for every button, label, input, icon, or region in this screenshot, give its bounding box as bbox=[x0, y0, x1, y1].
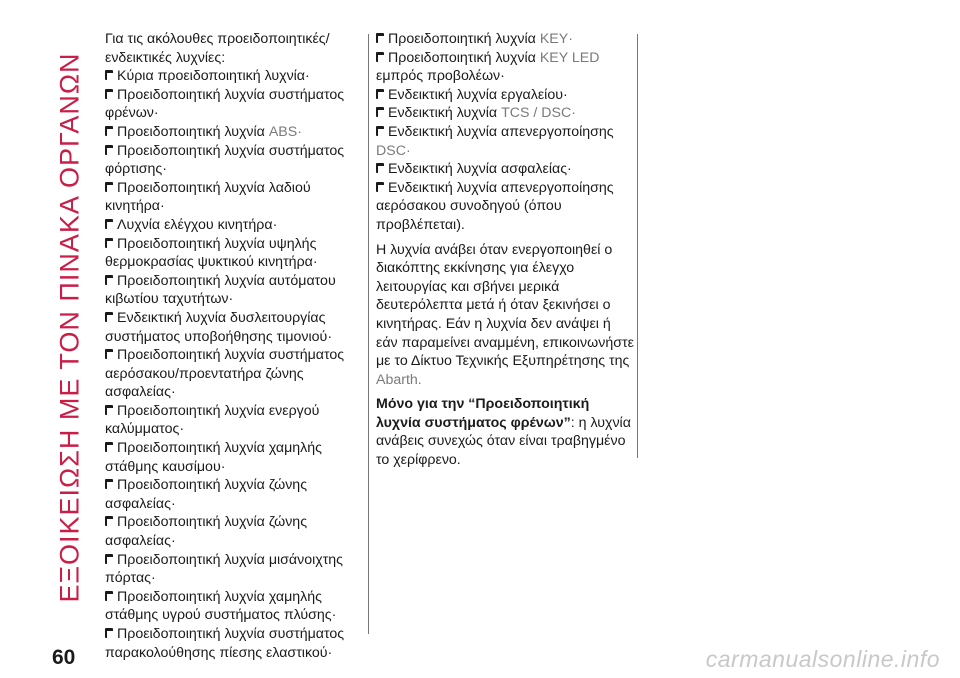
column-divider-1 bbox=[368, 34, 369, 634]
list-item: Προειδοποιητική λυχνία συστήματος παρακολούθησης πίεσης ελαστικού· bbox=[105, 626, 345, 661]
square-bullet-icon bbox=[105, 238, 113, 248]
list-item: Κύρια προειδοποιητική λυχνία· bbox=[105, 67, 365, 86]
square-bullet-icon bbox=[105, 554, 113, 564]
square-bullet-icon bbox=[105, 182, 113, 192]
square-bullet-icon bbox=[376, 182, 384, 192]
side-section-title-text: ΕΞΟΙΚΕΙΩΣΗ ΜΕ ΤΟΝ ΠΙΝΑΚΑ ΟΡΓΑΝΩΝ bbox=[54, 51, 85, 603]
list-item: Λυχνία ελέγχου κινητήρα· bbox=[105, 216, 365, 235]
list-item: Προειδοποιητική λυχνία ABS· bbox=[105, 123, 365, 142]
square-bullet-icon bbox=[105, 145, 113, 155]
list-item: Προειδοποιητική λυχνία υψηλής θερμοκρασίας ψυκτικού κινητήρα· bbox=[105, 235, 318, 271]
list-item: Ενδεικτική λυχνία απενεργοποίησης αερόσακου συνοδηγού (όπου προβλέπεται). bbox=[376, 179, 614, 233]
square-bullet-icon bbox=[105, 275, 113, 285]
square-bullet-icon bbox=[376, 52, 384, 62]
square-bullet-icon bbox=[105, 405, 113, 415]
list-item: Προειδοποιητική λυχνία συστήματος φρένων· bbox=[105, 86, 345, 122]
list-item: Ενδεικτική λυχνία TCS / DSC· bbox=[376, 104, 634, 123]
list-item: Προειδοποιητική λυχνία μισάνοιχτης πόρτας· bbox=[105, 551, 344, 587]
list-item: Προειδοποιητική λυχνία χαμηλής στάθμης καυσίμου· bbox=[105, 440, 322, 475]
list-item: Προειδοποιητική λυχνία ενεργού καλύμματος· bbox=[105, 402, 320, 438]
list-item: Ενδεικτική λυχνία απενεργοποίησης DSC· bbox=[376, 123, 614, 159]
list-item: Προειδοποιητική λυχνία ζώνης ασφαλείας· bbox=[105, 477, 308, 512]
list-item: Προειδοποιητική λυχνία ζώνης ασφαλείας· bbox=[105, 514, 308, 550]
list-item: Προειδοποιητική λυχνία αυτόματου κιβωτίου ταχυτήτων· bbox=[105, 272, 336, 308]
square-bullet-icon bbox=[105, 349, 113, 359]
column-divider-2 bbox=[637, 34, 638, 458]
brake-note-paragraph: Μόνο για την “Προειδοποιητική λυχνία συστήματος φρένων”: η λυχνία ανάβεις συνεχώς όταν είναι τραβηγμένο το χερίφρενο. bbox=[376, 396, 631, 469]
list-item: Ενδεικτική λυχνία εργαλείου· bbox=[376, 86, 634, 105]
list-item: Προειδοποιητική λυχνία λαδιού κινητήρα· bbox=[105, 179, 311, 215]
text-column-right bbox=[376, 30, 634, 470]
list-item: Προειδοποιητική λυχνία συστήματος φόρτισης· bbox=[105, 142, 345, 178]
text-column-left bbox=[105, 30, 365, 662]
info-paragraph: Η λυχνία ανάβει όταν ενεργοποιηθεί ο διακόπτης εκκίνησης για έλεγχο λειτουργίας και σβήνει μερικά δευτερόλεπτα μετά ή όταν ξεκινήσει ο κινητήρας. Εάν η λυχνία δεν ανάψει ή εάν παραμείνει αναμμένη, επικοινωνήστε με το Δίκτυο Τεχνικής Εξυπηρέτησης της Abarth. bbox=[376, 241, 634, 388]
watermark-text: carmanualsonline.info bbox=[705, 646, 940, 672]
intro-text: Για τις ακόλουθες προειδοποιητικές/ ενδεικτικές λυχνίες: bbox=[105, 31, 330, 66]
square-bullet-icon bbox=[376, 163, 384, 173]
square-bullet-icon bbox=[105, 219, 113, 229]
square-bullet-icon bbox=[105, 479, 113, 489]
list-item: Ενδεικτική λυχνία δυσλειτουργίας συστήματος υποβοήθησης τιμονιού· bbox=[105, 309, 333, 345]
square-bullet-icon bbox=[105, 516, 113, 526]
square-bullet-icon bbox=[105, 89, 113, 99]
page-number: 60 bbox=[52, 646, 76, 669]
square-bullet-icon bbox=[376, 33, 384, 43]
square-bullet-icon bbox=[105, 126, 113, 136]
list-item: Προειδοποιητική λυχνία KEY· bbox=[376, 30, 634, 49]
warning-list-left bbox=[105, 67, 365, 662]
list-item: Ενδεικτική λυχνία ασφαλείας· bbox=[376, 160, 634, 179]
square-bullet-icon bbox=[376, 89, 384, 99]
list-item: Προειδοποιητική λυχνία συστήματος αερόσακου/προεντατήρα ζώνης ασφαλείας· bbox=[105, 347, 345, 401]
list-item: Προειδοποιητική λυχνία KEY LED εμπρός προβολέων· bbox=[376, 49, 600, 85]
square-bullet-icon bbox=[376, 107, 384, 117]
side-section-title bbox=[50, 34, 90, 620]
warning-list-right bbox=[376, 30, 634, 235]
list-item: Προειδοποιητική λυχνία χαμηλής στάθμης υγρού συστήματος πλύσης· bbox=[105, 588, 337, 624]
square-bullet-icon bbox=[105, 70, 113, 80]
square-bullet-icon bbox=[105, 591, 113, 601]
square-bullet-icon bbox=[376, 126, 384, 136]
square-bullet-icon bbox=[105, 442, 113, 452]
square-bullet-icon bbox=[105, 628, 113, 638]
square-bullet-icon bbox=[105, 312, 113, 322]
